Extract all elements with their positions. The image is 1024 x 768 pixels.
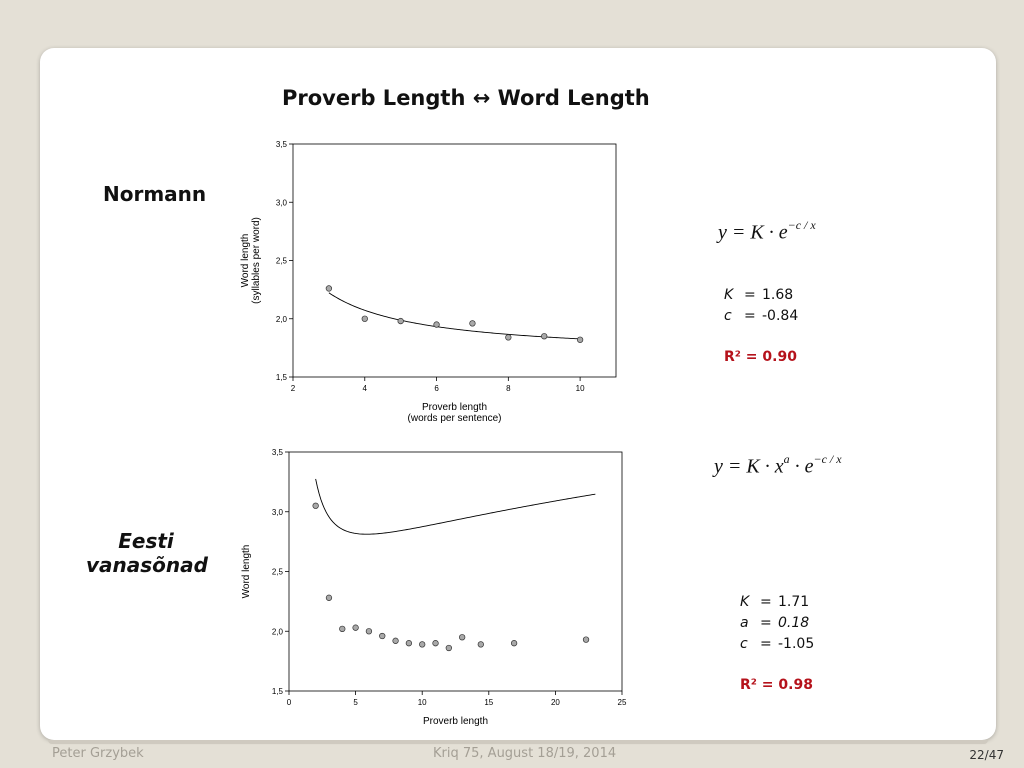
data-point xyxy=(506,335,512,341)
y-tick-label: 3,5 xyxy=(271,448,283,457)
formula-bottom-base: y = K · x xyxy=(714,455,784,478)
x-tick-label: 5 xyxy=(353,698,358,707)
y-axis-label: (syllables per word) xyxy=(251,217,262,304)
param-k-row xyxy=(724,285,798,306)
x-tick-label: 25 xyxy=(617,698,627,707)
formula-top-base: y = K · e xyxy=(718,221,788,244)
data-point xyxy=(353,625,359,631)
x-tick-label: 6 xyxy=(434,384,439,393)
formula-bottom-mid: · e xyxy=(789,455,814,478)
y-tick-label: 3,0 xyxy=(271,507,283,517)
y-axis-label: Word length xyxy=(241,544,252,599)
y-tick-label: 2,5 xyxy=(275,256,287,266)
slide-title: Proverb Length ↔ Word Length xyxy=(282,86,650,110)
data-point xyxy=(446,645,452,651)
data-point xyxy=(511,640,517,646)
param-k-value: 1.68 xyxy=(762,287,794,303)
data-point xyxy=(379,633,385,639)
data-point xyxy=(577,337,583,343)
data-point xyxy=(366,628,372,634)
x-tick-label: 8 xyxy=(506,384,511,393)
r-squared-bottom: R² = 0.98 xyxy=(740,677,813,693)
param-a-row xyxy=(740,613,814,634)
chart-normann xyxy=(220,136,640,436)
x-tick-label: 15 xyxy=(484,698,494,707)
param-a-value: 0.18 xyxy=(778,615,810,631)
param-c-row xyxy=(740,634,814,655)
data-point xyxy=(434,322,440,328)
data-point xyxy=(398,318,404,324)
param-k-value: 1.71 xyxy=(778,594,810,610)
page-number: 22/47 xyxy=(969,748,1004,762)
data-point xyxy=(406,640,412,646)
x-tick-label: 20 xyxy=(550,698,560,707)
x-tick-label: 10 xyxy=(417,698,427,707)
y-tick-label: 1,5 xyxy=(275,373,287,382)
footer-author: Peter Grzybek xyxy=(52,746,144,761)
param-a-name: a xyxy=(740,615,749,631)
data-point xyxy=(326,286,332,292)
x-tick-label: 4 xyxy=(362,384,368,393)
data-point xyxy=(583,637,589,643)
formula-top-exponent: −c / x xyxy=(787,218,816,232)
param-c-eq: = xyxy=(744,308,756,324)
x-tick-label: 2 xyxy=(290,384,296,393)
params-bottom xyxy=(740,592,814,696)
x-axis-label: Proverb length xyxy=(421,402,488,413)
y-tick-label: 2,5 xyxy=(271,567,283,577)
fit-curve xyxy=(329,293,580,339)
y-tick-label: 3,0 xyxy=(275,198,287,208)
param-c-name: c xyxy=(740,636,748,652)
param-a-eq: = xyxy=(760,615,772,631)
chart-eesti xyxy=(220,440,640,740)
data-point xyxy=(326,595,332,601)
data-point xyxy=(393,638,399,644)
data-point xyxy=(419,642,425,648)
label-normann: Normann xyxy=(103,182,207,206)
fit-curve xyxy=(316,479,596,534)
x-axis-label: Proverb length xyxy=(422,716,489,727)
label-eesti-line2: vanasõnad xyxy=(86,553,208,577)
x-axis-label: (words per sentence) xyxy=(407,413,502,424)
param-k-row xyxy=(740,592,814,613)
formula-bottom xyxy=(714,454,842,479)
r-squared-top: R² = 0.90 xyxy=(724,349,797,365)
plot-frame xyxy=(289,452,622,691)
label-eesti-line1: Eesti xyxy=(118,529,174,553)
data-point xyxy=(470,321,476,327)
data-point xyxy=(362,316,368,322)
formula-bottom-exponent: −c / x xyxy=(813,452,842,466)
label-eesti xyxy=(86,529,206,577)
y-tick-label: 1,5 xyxy=(271,687,283,696)
slide-shadow xyxy=(48,740,988,744)
param-c-eq: = xyxy=(760,636,772,652)
formula-top xyxy=(718,220,816,245)
data-point xyxy=(339,626,345,632)
param-k-eq: = xyxy=(744,287,756,303)
y-tick-label: 3,5 xyxy=(275,140,287,149)
formula-bottom-exponent-a: a xyxy=(783,452,790,466)
param-c-value: -1.05 xyxy=(778,636,815,652)
data-point xyxy=(313,503,319,509)
param-c-value: -0.84 xyxy=(762,308,799,324)
y-tick-label: 2,0 xyxy=(271,627,283,637)
param-k-name: K xyxy=(724,287,734,303)
data-point xyxy=(459,634,465,640)
y-axis-label: Word length xyxy=(240,233,251,288)
footer-event: Kriq 75, August 18/19, 2014 xyxy=(433,746,617,761)
data-point xyxy=(478,642,484,648)
data-point xyxy=(433,640,439,646)
param-c-name: c xyxy=(724,308,732,324)
param-k-name: K xyxy=(740,594,750,610)
y-tick-label: 2,0 xyxy=(275,314,287,324)
param-c-row xyxy=(724,306,798,327)
x-tick-label: 0 xyxy=(286,698,292,707)
plot-frame xyxy=(293,144,616,377)
param-k-eq: = xyxy=(760,594,772,610)
params-top xyxy=(724,285,798,368)
data-point xyxy=(541,333,547,339)
x-tick-label: 10 xyxy=(575,384,585,393)
